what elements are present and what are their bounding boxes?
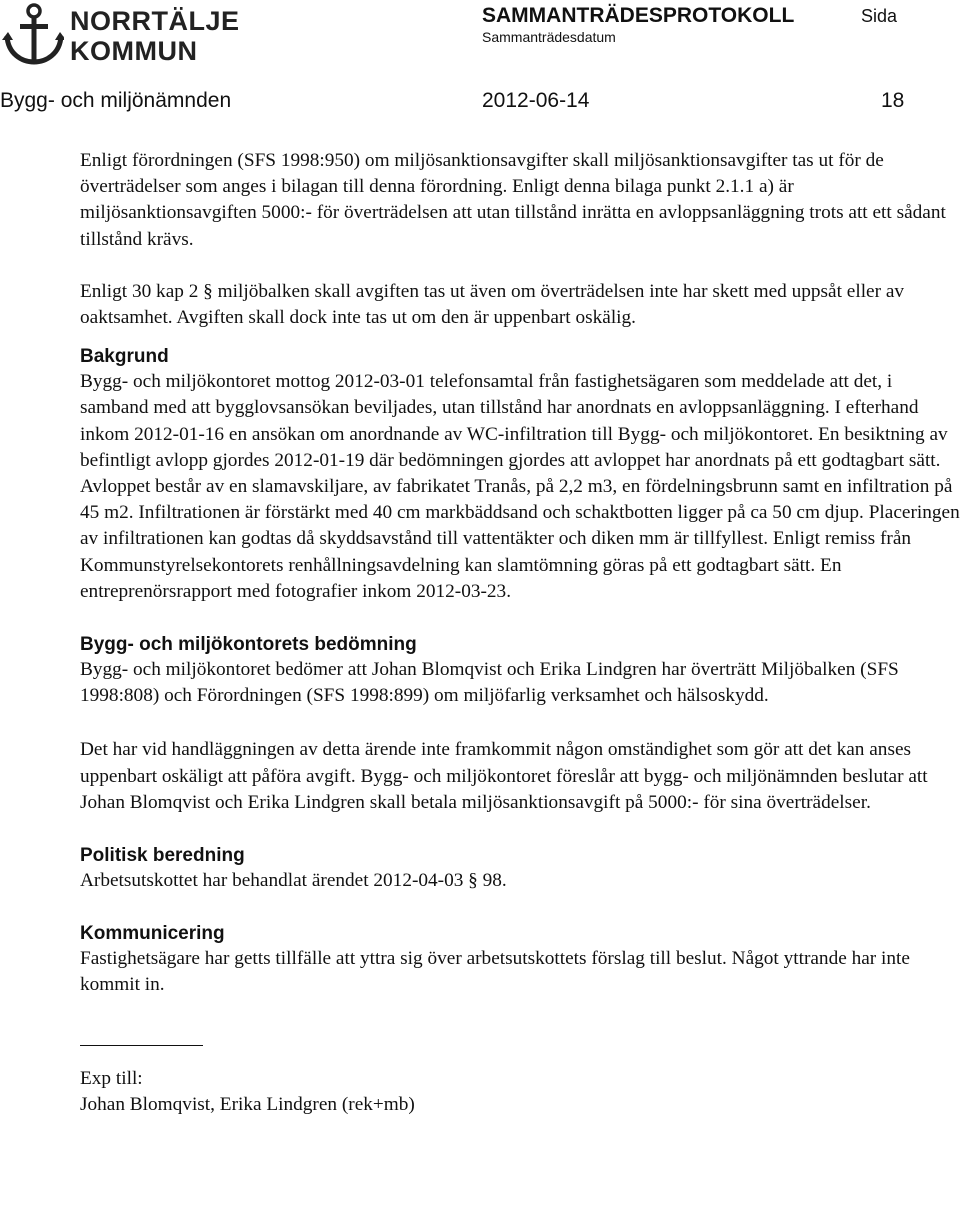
logo-text-line1: NORRTÄLJE	[70, 6, 240, 36]
paragraph-environmental-code: Enligt 30 kap 2 § miljöbalken skall avgiften tas ut även om överträdelsen inte har skett med uppsåt eller av oaktsamhet. Avgiften skall dock inte tas ut om den är uppenbart oskälig.	[80, 280, 905, 329]
distribution-label: Exp till:	[80, 1067, 143, 1089]
page-number: 18	[881, 89, 905, 112]
meeting-date: 2012-06-14	[482, 89, 590, 112]
municipality-logo	[2, 2, 240, 66]
paragraph-assessment-conclusion: Det har vid handläggningen av detta ärende inte framkommit någon omständighet som gör att det kan anses uppenbart oskäligt att påföra avgift. Bygg- och miljökontoret föreslår att bygg- och miljönämnden beslutar att Johan Blomqvist och Erika Lindgren skall betala miljösanktionsavgift på 5000:- för sina överträdelser.	[80, 739, 928, 813]
section-heading-assessment: Bygg- och miljökontorets bedömning	[80, 634, 417, 656]
section-heading-political-preparation: Politisk beredning	[80, 845, 245, 867]
divider-line	[80, 1045, 203, 1046]
paragraph-sanction-rule: Enligt förordningen (SFS 1998:950) om miljösanktionsavgifter skall miljösanktionsavgifter tas ut för de överträdelser som anges i bilagan till denna förordning. Enligt denna bilaga punkt 2.1.1 a) är miljösanktionsavgiften 5000:- för överträdelsen att utan tillstånd inrätta en avloppsanläggning trots att ett sådant tillstånd krävs.	[80, 150, 946, 250]
document-body	[80, 148, 960, 1118]
distribution-recipients: Johan Blomqvist, Erika Lindgren (rek+mb)	[80, 1093, 415, 1115]
section-heading-communication: Kommunicering	[80, 923, 225, 945]
logo-text-line2: KOMMUN	[70, 36, 198, 66]
document-title: SAMMANTRÄDESPROTOKOLL	[482, 4, 795, 27]
anchor-icon	[2, 2, 64, 68]
paragraph-communication: Fastighetsägare har getts tillfälle att yttra sig över arbetsutskottets förslag till beslut. Något yttrande har inte kommit in.	[80, 948, 910, 996]
board-name: Bygg- och miljönämnden	[0, 89, 232, 112]
paragraph-background: Bygg- och miljökontoret mottog 2012-03-01 telefonsamtal från fastighetsägaren som meddelade att det, i samband med att bygglovsansökan beviljades, utan tillstånd har anordnats en avloppsanläggning. I efterhand inkom 2012-01-16 en ansökan om anordnande av WC-infiltration till Bygg- och miljökontoret. En besiktning av befintligt avlopp gjordes 2012-01-19 där bedömningen gjordes att avloppet har anordnats på ett godtagbart sätt. Avloppet består av en slamavskiljare, av fabrikatet Tranås, på 2,2 m3, en fördelningsbrunn samt en infiltration på 45 m2. Infiltrationen är förstärkt med 40 cm markbäddsand och schaktbotten ligger på ca 50 cm djup. Placeringen av infiltrationen kan godtas då skyddsavstånd till vattentäkter och diken mm är tillfyllest. Enligt remiss från Kommunstyrelsekontorets renhållningsavdelning kan slamtömning göras på ett godtagbart sätt. En entreprenörsrapport med fotografier inkom 2012-03-23.	[80, 371, 960, 602]
section-heading-background: Bakgrund	[80, 346, 169, 368]
paragraph-assessment: Bygg- och miljökontoret bedömer att Johan Blomqvist och Erika Lindgren har överträtt Miljöbalken (SFS 1998:808) och Förordningen (SFS 1998:899) om miljöfarlig verksamhet och hälsoskydd.	[80, 659, 899, 707]
paragraph-political-preparation: Arbetsutskottet har behandlat ärendet 2012-04-03 § 98.	[80, 870, 507, 892]
meeting-date-label: Sammanträdesdatum	[482, 29, 616, 45]
page-label: Sida	[861, 6, 898, 26]
